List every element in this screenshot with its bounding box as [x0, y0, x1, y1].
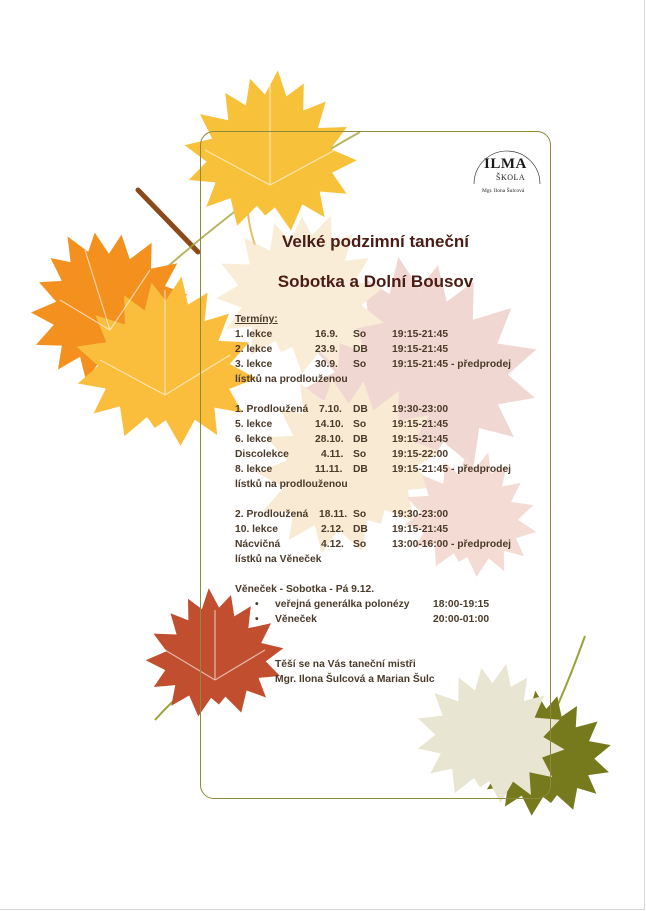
venecek-heading: Věneček - Sobotka - Pá 9.12. [235, 584, 375, 595]
bullet-icon: • [255, 614, 259, 625]
schedule-row: 5. lekce 14.10. So 19:15-21:45 [235, 419, 449, 430]
venecek-item: • Věneček 20:00-01:00 [255, 614, 490, 625]
schedule-note: lístků na prodlouženou [235, 479, 348, 490]
closing-line: Těší se na Vás taneční mistři [275, 659, 416, 670]
terms-heading: Termíny: [235, 314, 278, 325]
logo-subname: ŠKOLA [496, 173, 526, 182]
schedule-row: 1. Prodloužená 7.10. DB 19:30-23:00 [235, 404, 449, 415]
page-title: Velké podzimní taneční [281, 232, 470, 251]
venecek-item: • veřejná generálka polonézy 18:00-19:15 [255, 599, 490, 610]
schedule-row: Nácvičná 4.12. So 13:00-16:00 - předprodej [235, 539, 512, 550]
schedule [235, 312, 512, 687]
closing-line: Mgr. Ilona Šulcová a Marian Šulc [275, 674, 435, 685]
school-logo [466, 140, 548, 200]
page-subtitle: Sobotka a Dolní Bousov [277, 272, 474, 291]
twig [138, 190, 198, 252]
logo-name: ILMA [484, 156, 527, 172]
schedule-note: lístků na prodlouženou [235, 374, 348, 385]
logo-owner: Mgr. Ilona Šulcová [482, 188, 525, 194]
schedule-row: 2. lekce 23.9. DB 19:15-21:45 [235, 344, 449, 355]
bullet-icon: • [255, 599, 259, 610]
schedule-row: 3. lekce 30.9. So 19:15-21:45 - předprodej [235, 359, 512, 370]
schedule-row: 10. lekce 2.12. DB 19:15-21:45 [235, 524, 449, 535]
schedule-row: 6. lekce 28.10. DB 19:15-21:45 [235, 434, 449, 445]
schedule-row: Discolekce 4.11. So 19:15-22:00 [235, 449, 449, 460]
schedule-note: lístků na Věneček [235, 554, 322, 565]
schedule-row: 8. lekce 11.11. DB 19:15-21:45 - předprodej [235, 464, 512, 475]
schedule-row: 1. lekce 16.9. So 19:15-21:45 [235, 329, 449, 340]
schedule-row: 2. Prodloužená 18.11. So 19:30-23:00 [235, 509, 449, 520]
